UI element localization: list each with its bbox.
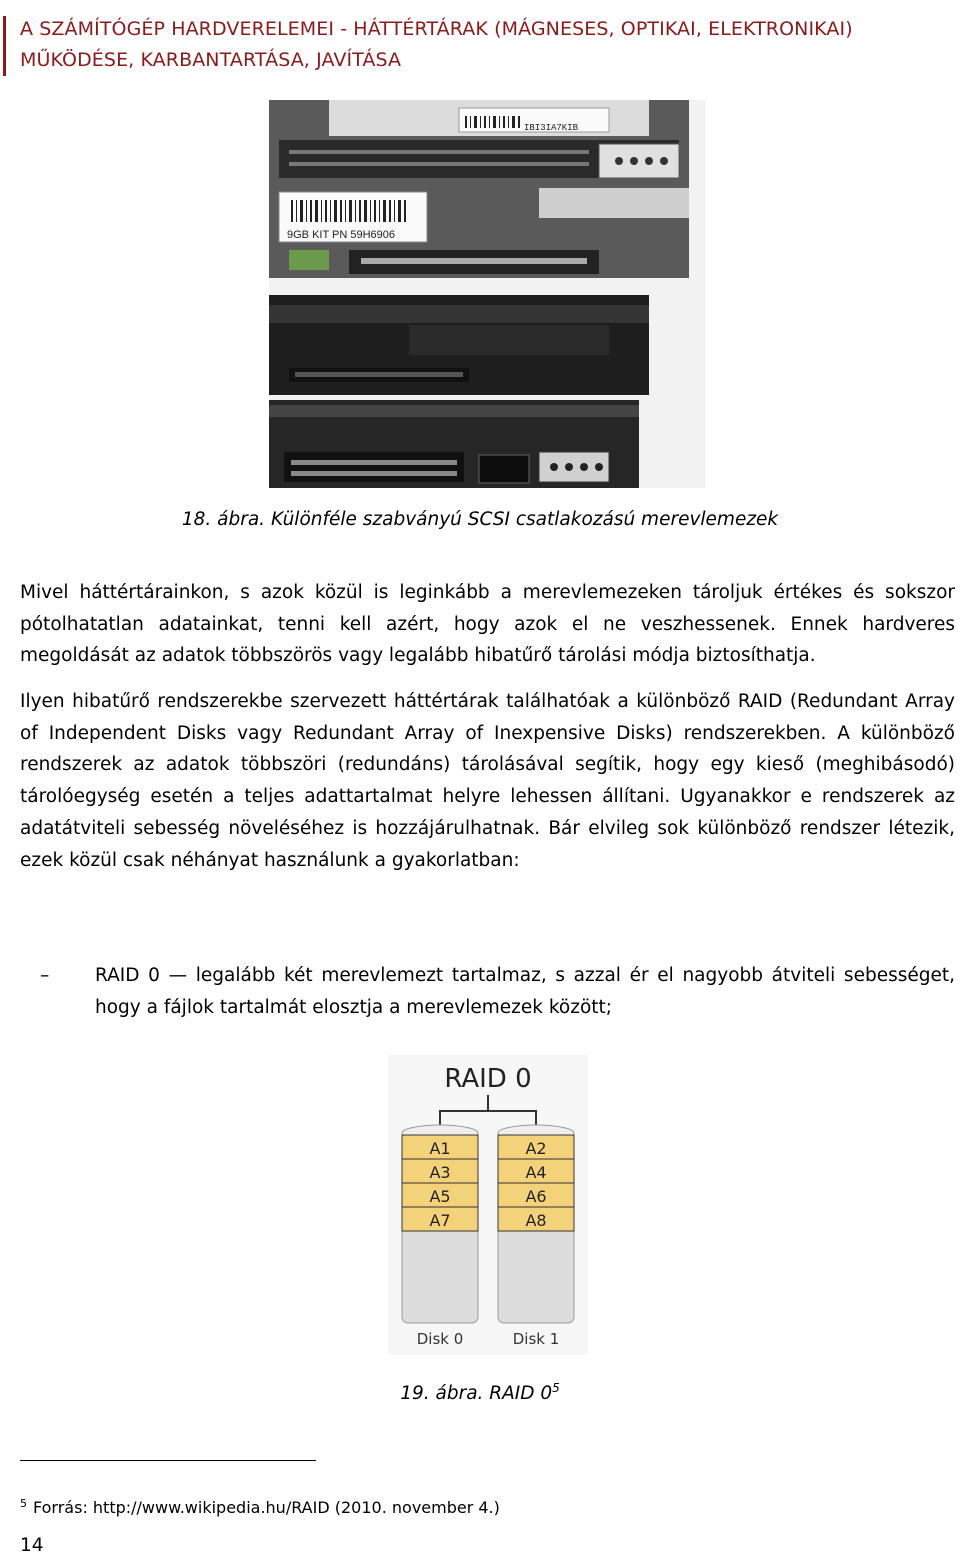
block-a4: A4: [525, 1163, 547, 1182]
page-number: 14: [20, 1535, 44, 1556]
header-accent-bar: [3, 16, 6, 76]
header-line-2: MŰKÖDÉSE, KARBANTARTÁSA, JAVÍTÁSA: [20, 49, 402, 71]
footnote-divider: [20, 1460, 316, 1461]
figure-19-footnote-ref: 5: [552, 1381, 560, 1395]
figure-19-caption: [0, 1381, 960, 1404]
disk-0-label: Disk 0: [416, 1330, 464, 1348]
disk-0: [402, 1125, 478, 1348]
footnote-marker: 5: [20, 1497, 27, 1510]
block-a8: A8: [525, 1211, 547, 1230]
paragraph-1: Mivel háttértárainkon, s azok közül is leginkább a merevlemezeken tároljuk értékes és sokszor pótolhatatlan adatainkat, tenni kell azért, hogy azok el ne veszhessenek. Ennek hardveres megoldását az adatok többszörös vagy legalább hibatűrő tárolási módja biztosíthatja.: [20, 582, 955, 667]
barcode-label: IBI3IA7KIB: [524, 123, 579, 133]
block-a7: A7: [429, 1211, 451, 1230]
block-a6: A6: [525, 1187, 547, 1206]
footnote: [20, 1497, 500, 1517]
list-item-raid0: RAID 0 — legalább két merevlemezt tartalmaz, s azzal ér el nagyobb átviteli sebességet, hogy a fájlok tartalmát elosztja a merevlemezek között;: [95, 965, 955, 1018]
paragraph-2: Ilyen hibatűrő rendszerekbe szervezett háttértárak találhatóak a különböző RAID (Redundant Array of Independent Disks vagy Redundant Array of Inexpensive Disks) rendszerekben. A különböző rendszerek az adatok többszöri (redundáns) tárolásával segítik, hogy egy kieső (meghibásodó) tárolóegység esetén a teljes adattartalmat helyre lehessen állítani. Ugyanakkor e rendszerek az adatátviteli sebesség növeléséhez is hozzájárulhatnak. Bár elvileg sok különböző rendszer létezik, ezek közül csak néhányat használunk a gyakorlatban:: [20, 691, 955, 871]
raid0-diagram-title: RAID 0: [444, 1064, 532, 1094]
header-title: [20, 14, 853, 76]
kit-label: 9GB KIT PN 59H6906: [287, 229, 396, 241]
disk-1-label: Disk 1: [512, 1330, 560, 1348]
disk-1: [498, 1125, 574, 1348]
block-a2: A2: [525, 1139, 547, 1158]
block-a1: A1: [429, 1139, 451, 1158]
list-bullet-dash: –: [40, 965, 50, 986]
footnote-text: Forrás: http://www.wikipedia.hu/RAID (2010. november 4.): [33, 1498, 500, 1517]
scsi-hard-drives-photo: [269, 100, 705, 488]
page-header: [0, 8, 940, 74]
block-a5: A5: [429, 1187, 451, 1206]
figure-18-caption: 18. ábra. Különféle szabványú SCSI csatlakozású merevlemezek: [181, 509, 779, 530]
header-line-1: A SZÁMÍTÓGÉP HARDVERELEMEI - HÁTTÉRTÁRAK (MÁGNESES, OPTIKAI, ELEKTRONIKAI): [20, 18, 853, 40]
raid0-diagram: [388, 1055, 588, 1355]
block-a3: A3: [429, 1163, 451, 1182]
figure-19-caption-text: 19. ábra. RAID 0: [400, 1383, 553, 1405]
